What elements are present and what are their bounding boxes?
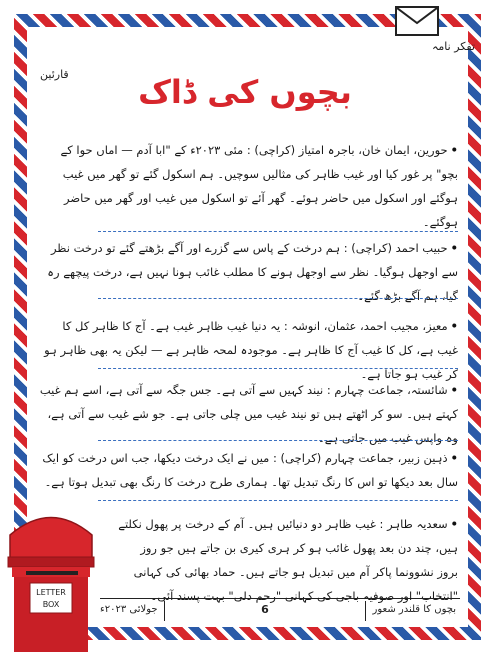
separator bbox=[98, 500, 458, 501]
section-label: تفکر نامہ bbox=[431, 40, 475, 53]
bullet-icon: • bbox=[450, 241, 458, 255]
letter-text: حورین، ایمان خان، باجرہ امتیاز (کراچی) : مئی ۲۰۲۳ء کے "ابا آدم — اماں حوا کے بچو" پر غور کیا اور غیب ظاہر کی مثالیں سوچیں۔ ہم اسکول گئے تو گھر میں غیب ہوگئے اور اسکول میں حاضر ہوئے۔ گھر آئے تو اسکول میں غیب اور گھر میں حاضر ہوگئے۔ bbox=[60, 143, 458, 229]
mailbox-label-line2: BOX bbox=[42, 600, 60, 609]
separator bbox=[98, 440, 458, 441]
page-title: بچوں کی ڈاک bbox=[138, 73, 352, 111]
letter-text: حبیب احمد (کراچی) : ہم درخت کے پاس سے گزرے اور آگے بڑھتے گئے تو درخت نظر سے اوجھل ہوگیا۔ نظر سے اوجھل ہونے کا مطلب غائب ہونا نہیں ہے، درخت پیچھے رہ گیا، ہم آگے بڑھ گئے۔ bbox=[47, 241, 458, 303]
envelope-icon bbox=[395, 6, 439, 36]
bullet-icon: • bbox=[450, 517, 458, 531]
letter-item bbox=[38, 446, 458, 494]
readers-label: قارئین bbox=[40, 68, 69, 81]
letter-box-illustration bbox=[0, 505, 100, 652]
mailbox-label-line1: LETTER bbox=[36, 588, 66, 597]
letter-text: معیز، مجیب احمد، عثمان، انوشہ : یہ دنیا غیب ظاہر غیب ہے۔ آج کا ظاہر کل کا غیب ہے، کل کا غیب آج کا ظاہر ہے۔ موجودہ لمحہ ظاہر ہے — لیکن یہ بھی ظاہر ہو کر غیب ہو جاتا ہے۔ bbox=[44, 319, 458, 381]
page-number: 6 bbox=[261, 603, 269, 616]
issue-date: جولائی ۲۰۲۳ء bbox=[100, 604, 158, 615]
letter-item bbox=[38, 236, 458, 303]
separator bbox=[98, 231, 458, 232]
bullet-icon: • bbox=[450, 451, 458, 465]
separator bbox=[98, 368, 458, 369]
letter-text: سعدیہ طاہر : غیب ظاہر دو دنیائیں ہیں۔ آم کے درخت پر پھول نکلتے ہیں، چند دن بعد پھول غائب ہو کر ہری کیری بن جاتے ہیں جو روز بروز نشوونما پاکر آم میں تبدیل ہو جاتے ہیں۔ حماد بھائی کی کہانی "انتخاب" اور صوفیہ باجی کی کہانی "رحم دلی" بہت پسند آئی۔ bbox=[118, 517, 458, 603]
separator bbox=[98, 298, 458, 299]
letter-text: ذہین زبیر، جماعت چہارم (کراچی) : میں نے ایک درخت دیکھا، جب اس درخت کو ایک سال بعد دیکھا تو اس کا رنگ تبدیل تھا۔ ہماری طرح درخت کا رنگ بھی تبدیل ہوتا ہے۔ bbox=[42, 451, 458, 489]
letter-text: شائستہ، جماعت چہارم : نیند کہیں سے آتی ہے۔ جس جگہ سے آتی ہے، اسے ہم غیب کہتے ہیں۔ سو کر اٹھتے ہیں تو نیند غیب میں چلی جاتی ہے۔ جو شے غیب سے آتی ہے، وہ واپس غیب میں جاتی ہے۔ bbox=[39, 383, 458, 445]
footer-divider bbox=[365, 601, 366, 621]
bullet-icon: • bbox=[450, 319, 458, 333]
letter-item bbox=[118, 512, 458, 603]
footer-divider bbox=[164, 601, 165, 621]
page-footer bbox=[100, 598, 460, 624]
magazine-name: بچوں کا قلندر شعور bbox=[372, 604, 456, 615]
letter-item bbox=[38, 138, 458, 230]
bullet-icon: • bbox=[450, 143, 458, 157]
letter-item bbox=[38, 314, 458, 381]
bullet-icon: • bbox=[450, 383, 458, 397]
